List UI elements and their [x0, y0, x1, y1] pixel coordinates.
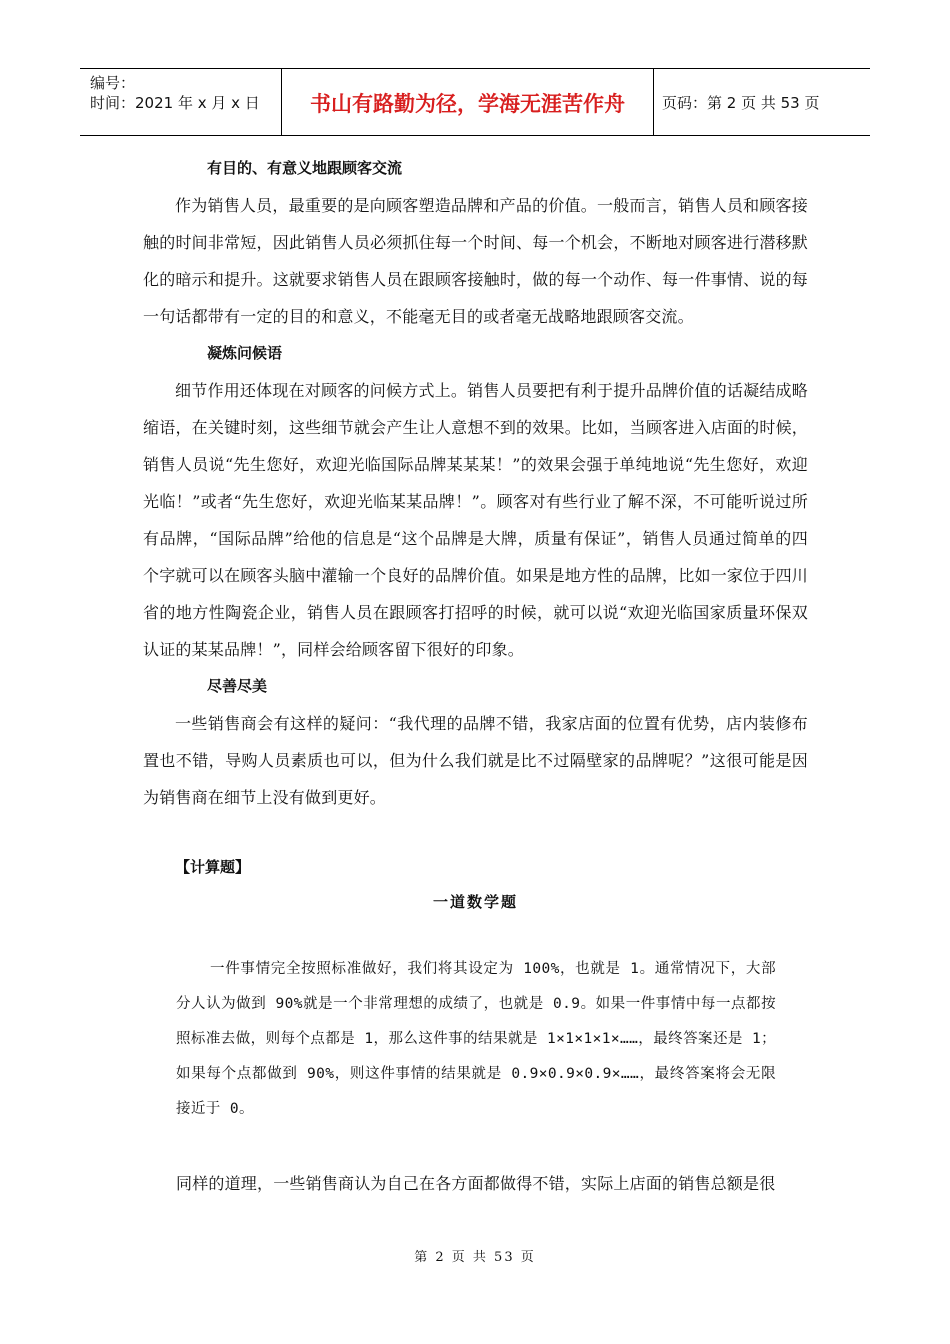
page-footer: 第 2 页 共 53 页: [414, 1250, 536, 1265]
calc-section-title: 【计算题】: [175, 858, 251, 876]
section-paragraph: 细节作用还体现在对顾客的问候方式上。销售人员要把有利于提升品牌价值的话凝结成略缩语，在关键时刻，这些细节就会产生让人意想不到的效果。比如，当顾客进入店面的时候，销售人员说“先生您好，欢迎光临国际品牌某某某！”的效果会强于单纯地说“先生您好，欢迎光临！”或者“先生您好，欢迎光临某某品牌！”。顾客对有些行业了解不深，不可能听说过所有品牌，“国际品牌”给他的信息是“这个品牌是大牌，质量有保证”，销售人员通过简单的四个字就可以在顾客头脑中灌输一个良好的品牌价值。如果是地方性的品牌，比如一家位于四川省的地方性陶瓷企业，销售人员在跟顾客打招呼的时候，就可以说“欢迎光临国家质量环保双认证的某某品牌！”，同样会给顾客留下很好的印象。: [143, 381, 808, 659]
time-label: 时间：2021 年 x 月 x 日: [90, 94, 260, 112]
document-body: [143, 150, 808, 912]
header-meta: [80, 69, 282, 135]
final-paragraph: 同样的道理，一些销售商认为自己在各方面都做得不错，实际上店面的销售总额是很: [176, 1174, 776, 1193]
section-heading: 尽善尽美: [207, 677, 268, 695]
section-heading: 凝炼问候语: [207, 344, 283, 362]
document-header: [80, 68, 870, 136]
section-heading: 有目的、有意义地跟顾客交流: [207, 159, 403, 177]
section-paragraph: 一些销售商会有这样的疑问：“我代理的品牌不错，我家店面的位置有优势，店内装修布置也不错，导购人员素质也可以，但为什么我们就是比不过隔壁家的品牌呢？”这很可能是因为销售商在细节上没有做到更好。: [143, 714, 808, 807]
section-paragraph: 作为销售人员，最重要的是向顾客塑造品牌和产品的价值。一般而言，销售人员和顾客接触的时间非常短，因此销售人员必须抓住每一个时间、每一个机会，不断地对顾客进行潜移默化的暗示和提升。这就要求销售人员在跟顾客接触时，做的每一个动作、每一件事情、说的每一句话都带有一定的目的和意义，不能毫无目的或者毫无战略地跟顾客交流。: [143, 196, 808, 326]
calc-title: 一道数学题: [432, 893, 518, 911]
header-page-info: 页码：第 2 页 共 53 页: [662, 93, 820, 112]
number-label: 编号：: [90, 74, 136, 92]
header-motto: 书山有路勤为径，学海无涯苦作舟: [282, 69, 654, 135]
calc-paragraph: 一件事情完全按照标准做好，我们将其设定为 100%，也就是 1。通常情况下，大部分人认为做到 90%就是一个非常理想的成绩了，也就是 0.9。如果一件事情中每一点都按照标准去做，则每个点都是 1，那么这件事的结果就是 1×1×1×1×……，最终答案还是 1；如果每个点都做到 90%，则这件事情的结果就是 0.9×0.9×0.9×……，最终答案将会无限接近于 0。: [176, 961, 776, 1117]
